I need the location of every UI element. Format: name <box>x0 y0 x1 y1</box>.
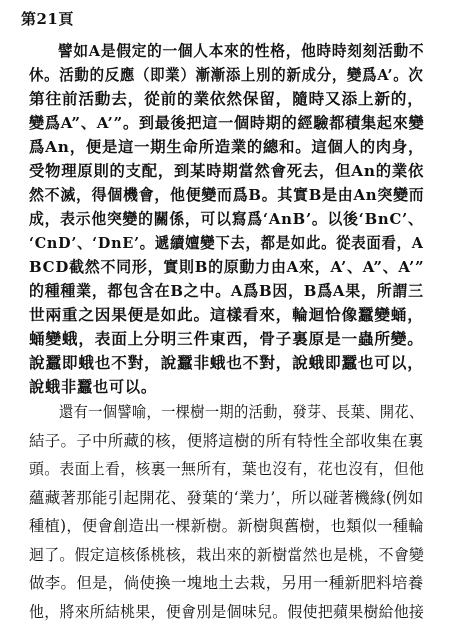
text-line: 變爲A”、A’”。到最後把這一個時期的經驗都積集起來變 <box>29 114 425 132</box>
text-line: 成，表示他突變的關係，可以寫爲‘AnB’。以後‘BnC’、 <box>29 210 424 228</box>
text-line: 蘊藏著那能引起開花、發葉的‘業力’，所以碰著機緣(例如 <box>29 488 424 507</box>
text-line: 迴了。假定這核係桃核，栽出來的新樹當然也是桃，不會變 <box>29 545 425 564</box>
text-line: 說蛾非蠶也可以。 <box>29 378 157 396</box>
text-line: 蛹變蛾，表面上分明三件東西，骨子裏原是一蟲所變。 <box>29 330 424 348</box>
text-line: 他，將來所結桃果，便會別是個味兒。假使把蘋果樹給他接 <box>29 602 425 621</box>
text-line: 做李。但是，倘使換一塊地土去栽，另用一種新肥料培養 <box>29 574 424 592</box>
text-line: 的種種業，都包含在B之中。A爲B因，B爲A果，所謂三 <box>29 282 424 300</box>
text-line: 爲An，便是這一期生命所造業的總和。這個人的肉身， <box>29 138 425 156</box>
text-line: 世兩重之因果便是如此。這樣看來，輪迴恰像蠶變蛹， <box>29 306 424 324</box>
page-number-header: 第21頁 <box>21 10 74 28</box>
text-line: 說蠶即蛾也不對，說蠶非蛾也不對，說蛾即蠶也可以， <box>29 354 424 372</box>
text-line: 結子。子中所藏的核，便將這樹的所有特性全部收集在裏 <box>29 431 424 450</box>
text-line: 休。活動的反應（即業）漸漸添上別的新成分，變爲A’。次 <box>29 66 424 84</box>
text-line: 第往前活動去，從前的業依然保留，隨時又添上新的， <box>29 90 424 108</box>
text-line: 種植)，便會創造出一棵新樹。新樹與舊樹，也類似一種輪 <box>29 517 424 535</box>
text-line: 還有一個譬喻，一棵樹一期的活動，發芽、長葉、開花、 <box>59 403 424 421</box>
text-line: BCD截然不同形，實則B的原動力由A來，A’、A”、A’” <box>29 258 425 276</box>
text-line: 受物理原則的支配，到某時期當然會死去，但An的業依 <box>29 162 425 180</box>
text-line: 然不滅，得個機會，他便變而爲B。其實B是由An突變而 <box>29 186 425 204</box>
text-line: 譬如A是假定的一個人本來的性格，他時時刻刻活動不 <box>58 42 425 60</box>
text-line: ‘CnD’、‘DnE’。遞續嬗變下去，都是如此。從表面看，A <box>29 234 424 252</box>
text-line: 頭。表面上看，核裏一無所有，葉也沒有，花也沒有，但他 <box>29 460 425 478</box>
